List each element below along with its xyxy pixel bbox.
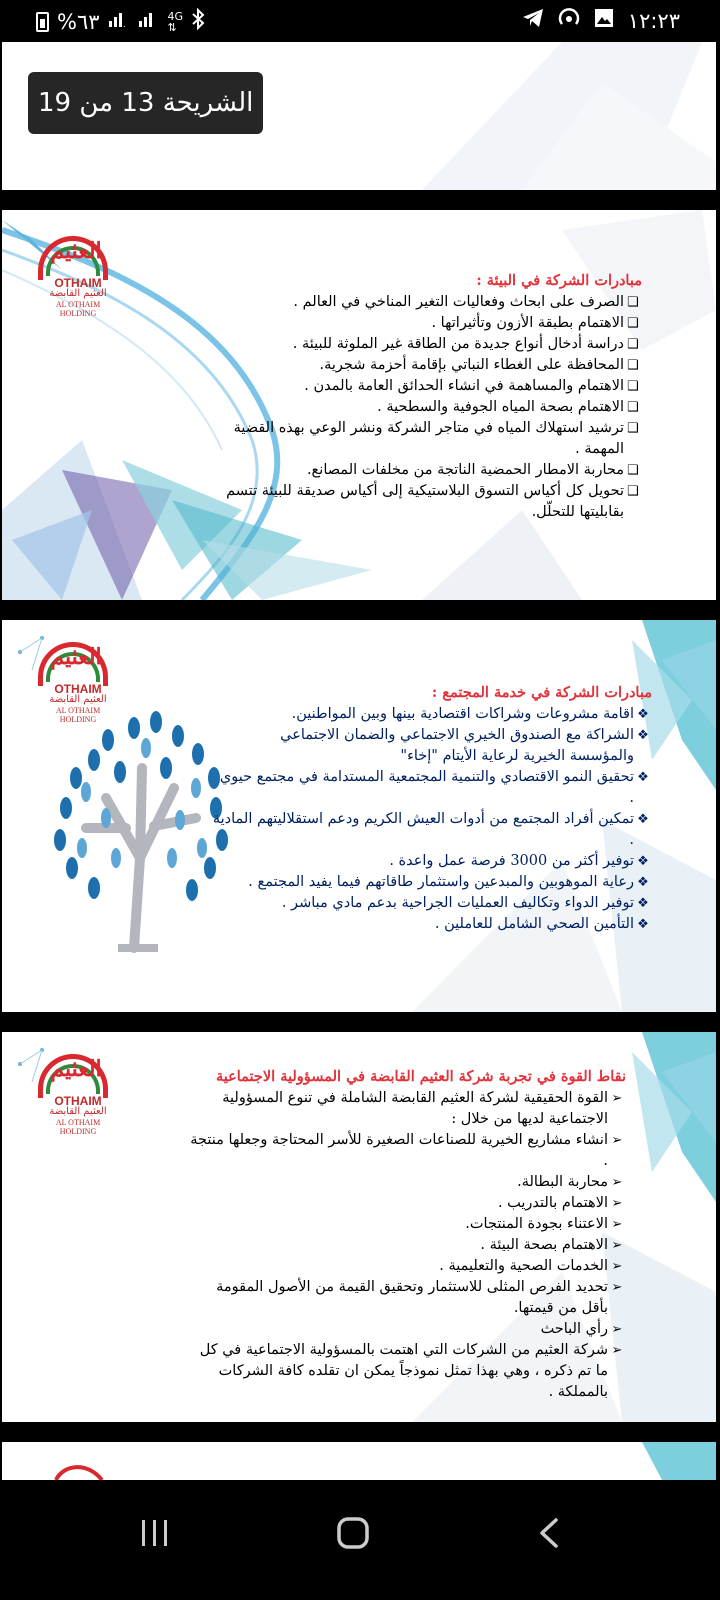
diamond-bullet-icon: ❖ xyxy=(637,770,649,785)
checkbox-bullet-icon: ❑ xyxy=(627,316,639,331)
checkbox-bullet-icon: ❑ xyxy=(627,379,639,394)
gallery-icon xyxy=(594,8,614,33)
logo-arabic: العثيم xyxy=(50,238,102,264)
list-item: ❑ تحويل كل أكياس التسوق البلاستيكية إلى أكياس صديقة للبيئة تتسم بقابليتها للتحلّل. xyxy=(202,481,642,523)
checkbox-bullet-icon: ❑ xyxy=(627,358,639,373)
bullet-list xyxy=(212,704,652,935)
bluetooth-icon xyxy=(191,8,205,35)
diamond-bullet-icon: ❖ xyxy=(637,875,649,890)
othaim-logo xyxy=(36,234,122,318)
list-item: ❑ المحافظة على الغطاء النباتي بإقامة أحزمة شجرية. xyxy=(202,355,642,376)
logo-arabic: العثيم xyxy=(50,1056,102,1082)
list-item: ❑ دراسة أدخال أنواع جديدة من الطاقة غير الملوثة للبيئة . xyxy=(202,334,642,355)
checkbox-bullet-icon: ❑ xyxy=(627,337,639,352)
diamond-bullet-icon: ❖ xyxy=(637,728,649,743)
telegram-icon xyxy=(522,8,544,33)
list-item: ❑ الاهتمام بصحة المياه الجوفية والسطحية . xyxy=(202,397,642,418)
list-item: ❖ رعاية الموهوبين والمبدعين واستثمار طاقاتهم فيما يفيد المجتمع . xyxy=(212,872,652,893)
list-item: ❖ التأمين الصحي الشامل للعاملين . xyxy=(212,914,652,935)
logo-english: OTHAIM xyxy=(54,276,102,290)
status-left xyxy=(36,8,205,35)
signal-icon-2 xyxy=(138,10,160,33)
list-item: ➢ تحديد الفرص المثلى للاستثمار وتحقيق القيمة من الأصول المقومة بأقل من قيمتها. xyxy=(186,1277,626,1319)
arrow-bullet-icon: ➢ xyxy=(611,1343,623,1358)
logo-english: OTHAIM xyxy=(54,1094,102,1108)
checkbox-bullet-icon: ❑ xyxy=(627,463,639,478)
arrow-bullet-icon: ➢ xyxy=(611,1259,623,1274)
list-item: ❖ توفير الدواء وتكاليف العمليات الجراحية بدعم مادي مباشر . xyxy=(212,893,652,914)
tree-illustration xyxy=(46,708,236,958)
logo-english-sub: AL OTHAIM HOLDING xyxy=(55,706,101,724)
list-item: ❖ توفير أكثر من 3000 فرصة عمل واعدة . xyxy=(212,851,652,872)
slide-heading: مبادرات الشركة في البيئة : xyxy=(476,272,642,289)
svg-text:.: . xyxy=(122,20,125,28)
slide-13[interactable] xyxy=(2,210,716,600)
diamond-bullet-icon: ❖ xyxy=(637,917,649,932)
logo-arabic-sub: العثيم القابضة xyxy=(49,1106,107,1117)
slide-heading: نقاط القوة في تجربة شركة العثيم القابضة في المسؤولية الاجتماعية xyxy=(215,1068,626,1085)
list-item: ➢ شركة العثيم من الشركات التي اهتمت بالمسؤولية الاجتماعية في كل ما تم ذكره ، وهي بهذا تمثل نموذجاً يمكن ان تقلده كافة الشركات بالمملكة . xyxy=(186,1340,626,1403)
back-icon[interactable] xyxy=(536,1516,562,1554)
list-item: ❑ الاهتمام بطبقة الأزون وتأثيراتها . xyxy=(202,313,642,334)
list-item: ➢ الخدمات الصحية والتعليمية . xyxy=(186,1256,626,1277)
logo-arabic-sub: العثيم القابضة xyxy=(49,288,107,299)
slide-15[interactable] xyxy=(2,1032,716,1422)
diamond-bullet-icon: ❖ xyxy=(637,707,649,722)
data-icon: 4G ⇅ xyxy=(167,9,184,34)
slide-15-text xyxy=(186,1068,626,1403)
logo-english: OTHAIM xyxy=(54,682,102,696)
arrow-bullet-icon: ➢ xyxy=(611,1196,623,1211)
checkbox-bullet-icon: ❑ xyxy=(627,400,639,415)
list-item: ➢ محاربة البطالة. xyxy=(186,1172,626,1193)
list-item: ➢ رأي الباحث xyxy=(186,1319,626,1340)
bullet-list xyxy=(202,292,642,523)
list-item: ➢ القوة الحقيقية لشركة العثيم القابضة الشاملة في تنوع المسؤولية الاجتماعية لديها من خلال : xyxy=(186,1088,626,1130)
signal-icon xyxy=(108,10,130,33)
navigation-bar xyxy=(0,1480,720,1600)
arrow-bullet-icon: ➢ xyxy=(611,1217,623,1232)
list-item: ❑ الاهتمام والمساهمة في انشاء الحدائق العامة بالمدن . xyxy=(202,376,642,397)
slide-background xyxy=(2,1442,716,1480)
bullet-list xyxy=(186,1088,626,1403)
list-item: ❖ الشراكة مع الصندوق الخيري الاجتماعي والضمان الاجتماعي والمؤسسة الخيرية لرعاية الأيتام "إخاء" xyxy=(212,725,652,767)
checkbox-bullet-icon: ❑ xyxy=(627,484,639,499)
slide-13-text xyxy=(202,272,642,523)
diamond-bullet-icon: ❖ xyxy=(637,896,649,911)
list-item: ➢ الاعتناء بجودة المنتجات. xyxy=(186,1214,626,1235)
network-type: 4G xyxy=(167,9,184,23)
logo-arabic-sub: العثيم القابضة xyxy=(49,694,107,705)
clock: ١٢:٢٣ xyxy=(627,8,680,33)
arrow-bullet-icon: ➢ xyxy=(611,1238,623,1253)
diamond-bullet-icon: ❖ xyxy=(637,812,649,827)
arrow-bullet-icon: ➢ xyxy=(611,1133,623,1148)
list-item: ➢ الاهتمام بصحة البيئة . xyxy=(186,1235,626,1256)
logo-english-sub: AL OTHAIM HOLDING xyxy=(55,1118,101,1136)
diamond-bullet-icon: ❖ xyxy=(637,854,649,869)
list-item: ❑ محاربة الامطار الحمضية الناتجة من مخلفات المصانع. xyxy=(202,460,642,481)
slide-heading: مبادرات الشركة في خدمة المجتمع : xyxy=(431,684,652,701)
othaim-logo xyxy=(36,1052,122,1136)
battery-icon xyxy=(36,12,49,32)
home-icon[interactable] xyxy=(336,1516,370,1554)
slide-14-text xyxy=(212,684,652,935)
arrow-bullet-icon: ➢ xyxy=(611,1175,623,1190)
list-item: ❖ تحقيق النمو الاقتصادي والتنمية المجتمعية المستدامة في مجتمع حيوي . xyxy=(212,767,652,809)
list-item: ❖ اقامة مشروعات وشراكات اقتصادية بينها وبين المواطنين. xyxy=(212,704,652,725)
slide-16[interactable] xyxy=(2,1442,716,1480)
logo-english-sub: AL OTHAIM HOLDING xyxy=(55,300,101,318)
arrow-bullet-icon: ➢ xyxy=(611,1280,623,1295)
slide-counter-toast: الشريحة 13 من 19 xyxy=(28,72,263,134)
list-item: ➢ الاهتمام بالتدريب . xyxy=(186,1193,626,1214)
arrow-bullet-icon: ➢ xyxy=(611,1322,623,1337)
arrow-bullet-icon: ➢ xyxy=(611,1091,623,1106)
recents-icon[interactable] xyxy=(140,1516,170,1554)
list-item: ❑ ترشيد استهلاك المياه في متاجر الشركة ونشر الوعي بهذه القضية المهمة . xyxy=(202,418,642,460)
slide-14[interactable] xyxy=(2,620,716,1012)
list-item: ❑ الصرف على ابحاث وفعاليات التغير المناخي في العالم . xyxy=(202,292,642,313)
battery-level: %٦٣ xyxy=(57,9,100,34)
hotspot-icon xyxy=(558,8,580,33)
list-item: ➢ انشاء مشاريع الخيرية للصناعات الصغيرة للأسر المحتاجة وجعلها منتجة . xyxy=(186,1130,626,1172)
logo-arabic: العثيم xyxy=(50,644,102,670)
checkbox-bullet-icon: ❑ xyxy=(627,421,639,436)
status-bar xyxy=(0,0,720,42)
list-item: ❖ تمكين أفراد المجتمع من أدوات العيش الكريم ودعم استقلاليتهم المادية . xyxy=(212,809,652,851)
status-right xyxy=(522,8,680,33)
checkbox-bullet-icon: ❑ xyxy=(627,295,639,310)
